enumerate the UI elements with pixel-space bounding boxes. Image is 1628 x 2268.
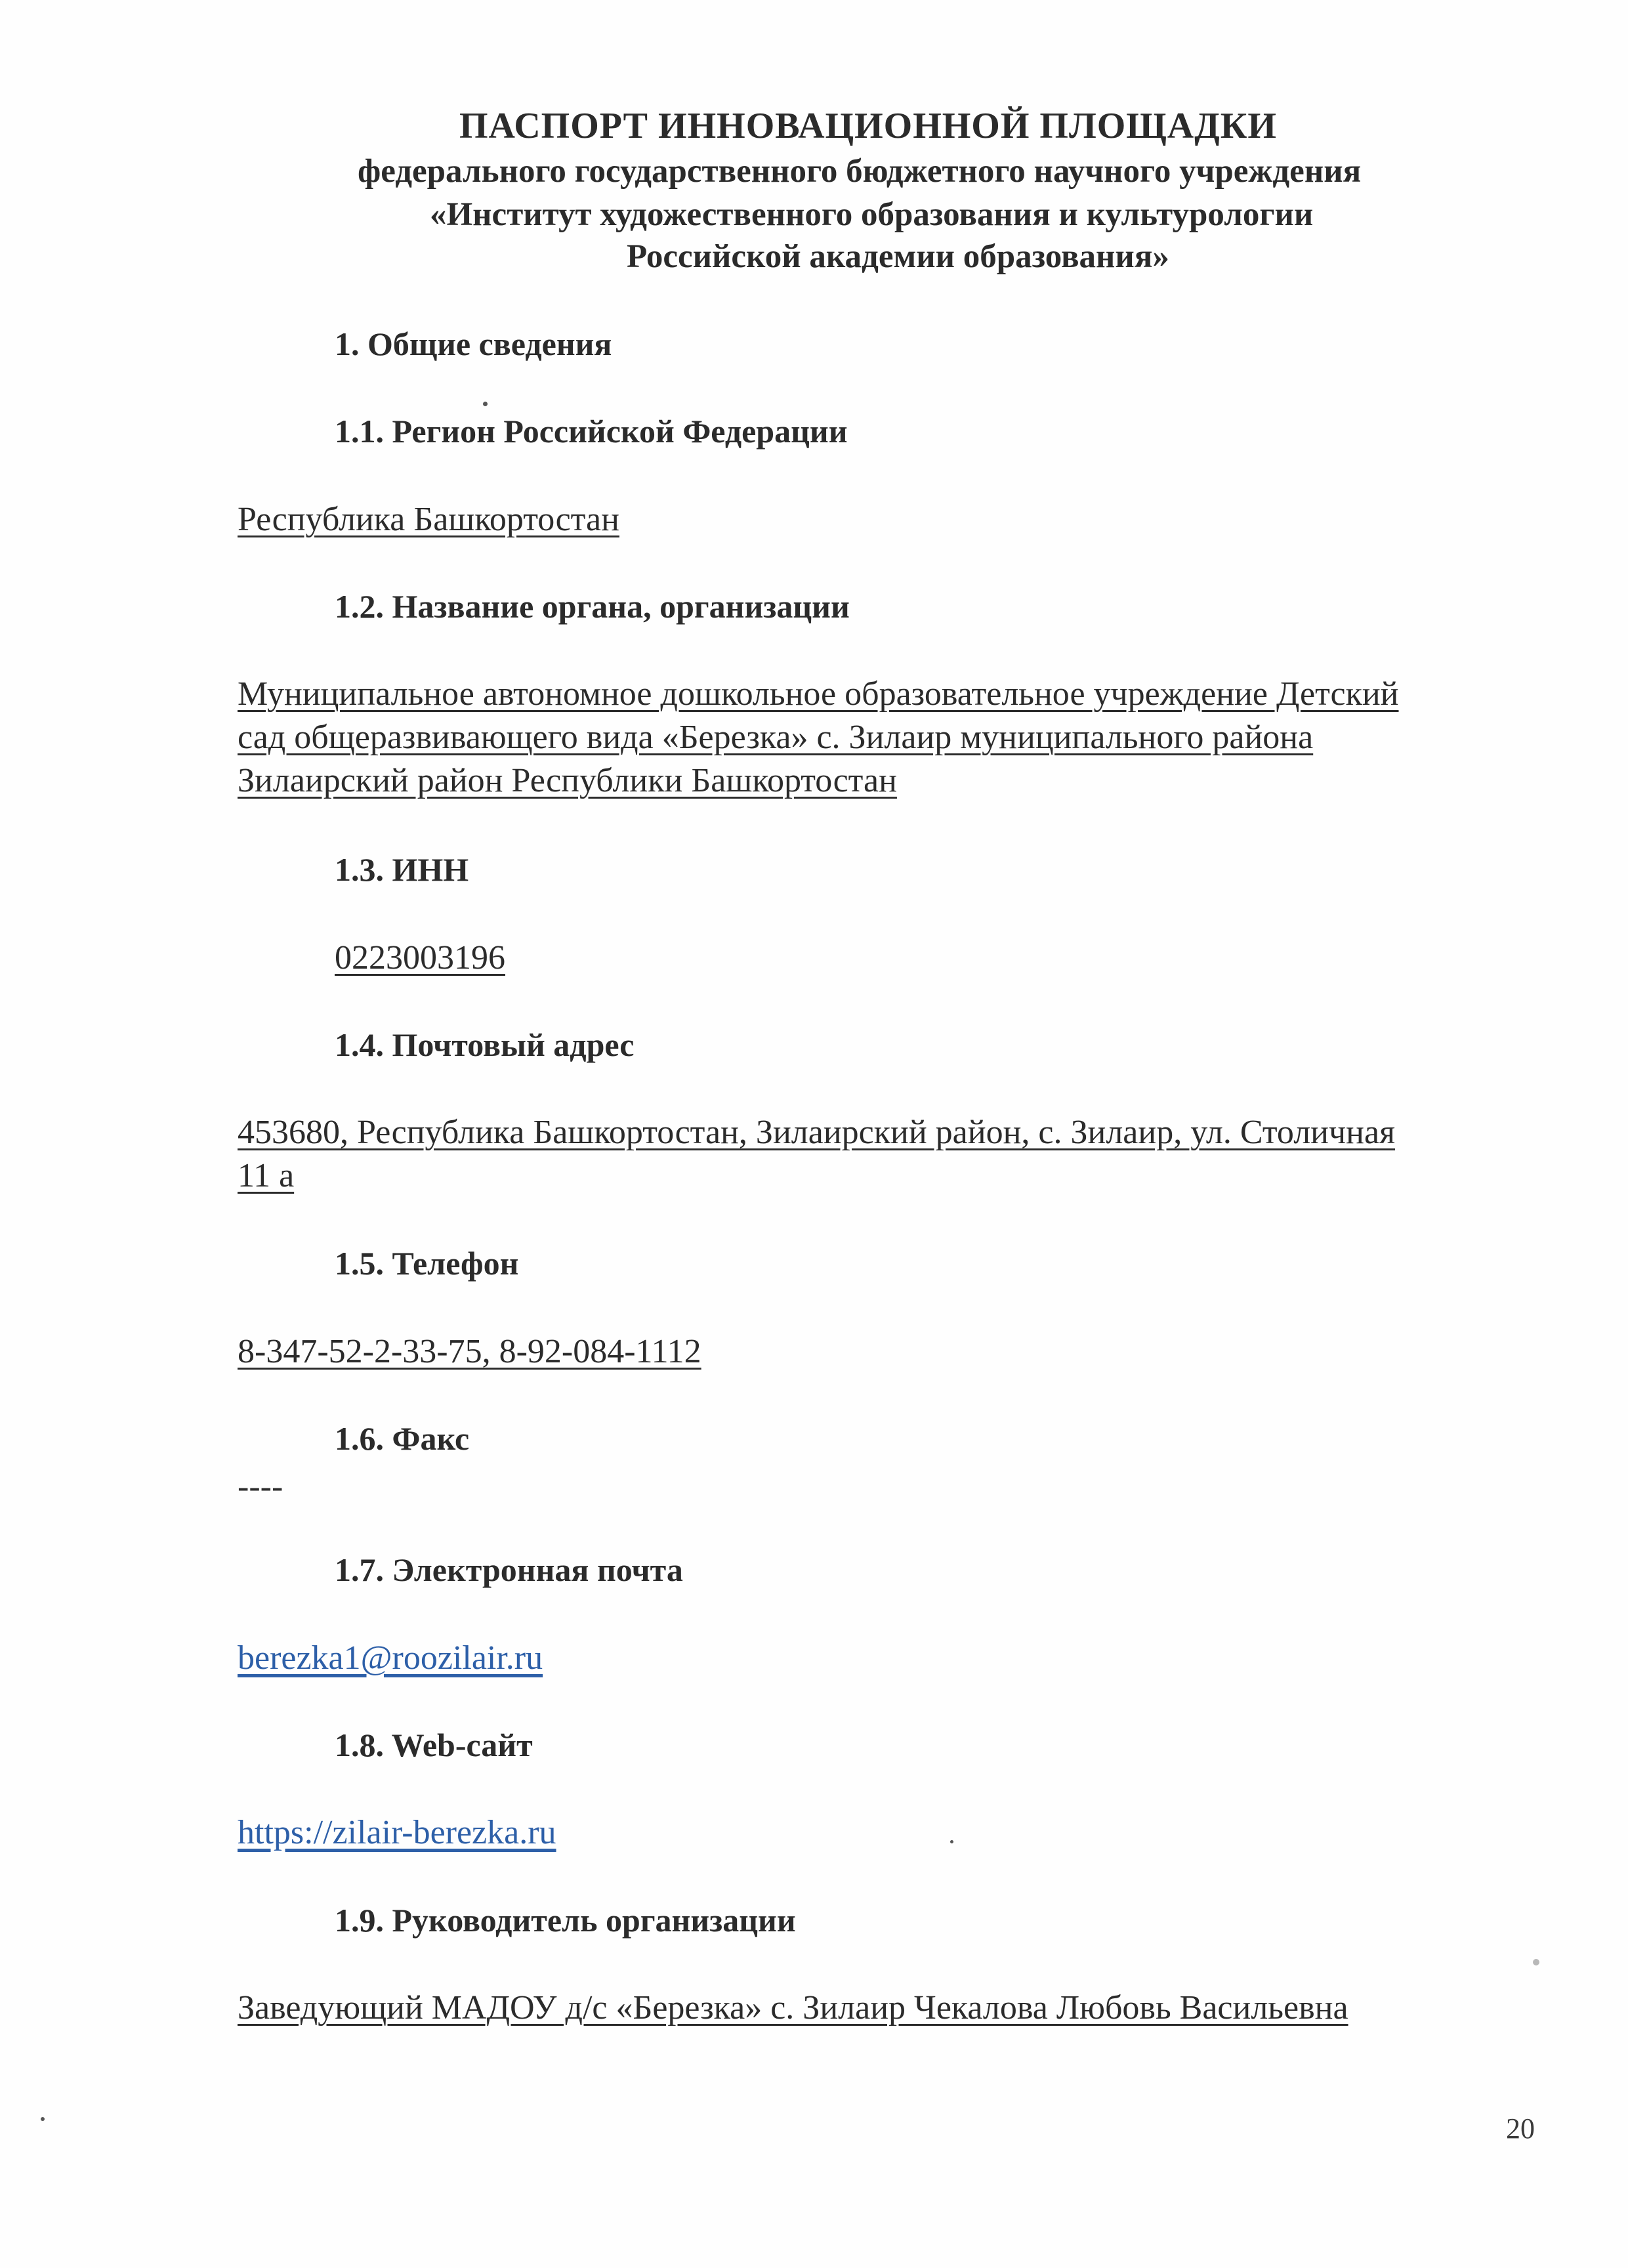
scan-speck <box>1533 1959 1539 1965</box>
fax-value: ---- <box>238 1468 283 1505</box>
inn-value: 0223003196 <box>335 939 505 976</box>
phone-heading: 1.5. Телефон <box>335 1245 519 1282</box>
scan-speck <box>950 1840 953 1843</box>
region-heading: 1.1. Регион Российской Федерации <box>335 413 848 450</box>
page-number: 20 <box>1506 2112 1535 2145</box>
document-subtitle-line-2: «Институт художественного образования и культурологии <box>430 196 1314 233</box>
website-link[interactable]: https://zilair-berezka.ru <box>238 1814 556 1851</box>
region-value: Республика Башкортостан <box>238 501 619 538</box>
address-value-line-2: 11 а <box>238 1157 295 1194</box>
document-subtitle-line-3: Российской академии образования» <box>627 238 1169 275</box>
scan-speck <box>483 402 488 406</box>
address-value-line-1: 453680, Республика Башкортостан, Зилаирский район, с. Зилаир, ул. Столичная <box>238 1114 1395 1151</box>
email-link[interactable]: berezka1@roozilair.ru <box>238 1639 543 1677</box>
fax-heading: 1.6. Факс <box>335 1420 470 1457</box>
section-general-heading: 1. Общие сведения <box>335 326 612 362</box>
document-title: ПАСПОРТ ИННОВАЦИОННОЙ ПЛОЩАДКИ <box>459 106 1277 146</box>
director-value: Заведующий МАДОУ д/с «Березка» с. Зилаир Чекалова Любовь Васильевна <box>238 1989 1348 2026</box>
address-heading: 1.4. Почтовый адрес <box>335 1026 635 1063</box>
website-heading: 1.8. Web-сайт <box>335 1727 533 1763</box>
inn-heading: 1.3. ИНН <box>335 851 469 888</box>
organization-value-line-3: Зилаирский район Республики Башкортостан <box>238 762 897 799</box>
email-heading: 1.7. Электронная почта <box>335 1551 683 1588</box>
organization-heading: 1.2. Название органа, организации <box>335 588 850 625</box>
director-heading: 1.9. Руководитель организации <box>335 1902 796 1939</box>
organization-value-line-1: Муниципальное автономное дошкольное образовательное учреждение Детский <box>238 675 1399 713</box>
phone-value: 8-347-52-2-33-75, 8-92-084-1112 <box>238 1333 701 1370</box>
scan-speck <box>41 2117 45 2121</box>
organization-value-line-2: сад общеразвивающего вида «Березка» с. Зилаир муниципального района <box>238 719 1314 756</box>
document-subtitle-line-1: федерального государственного бюджетного научного учреждения <box>358 153 1362 190</box>
